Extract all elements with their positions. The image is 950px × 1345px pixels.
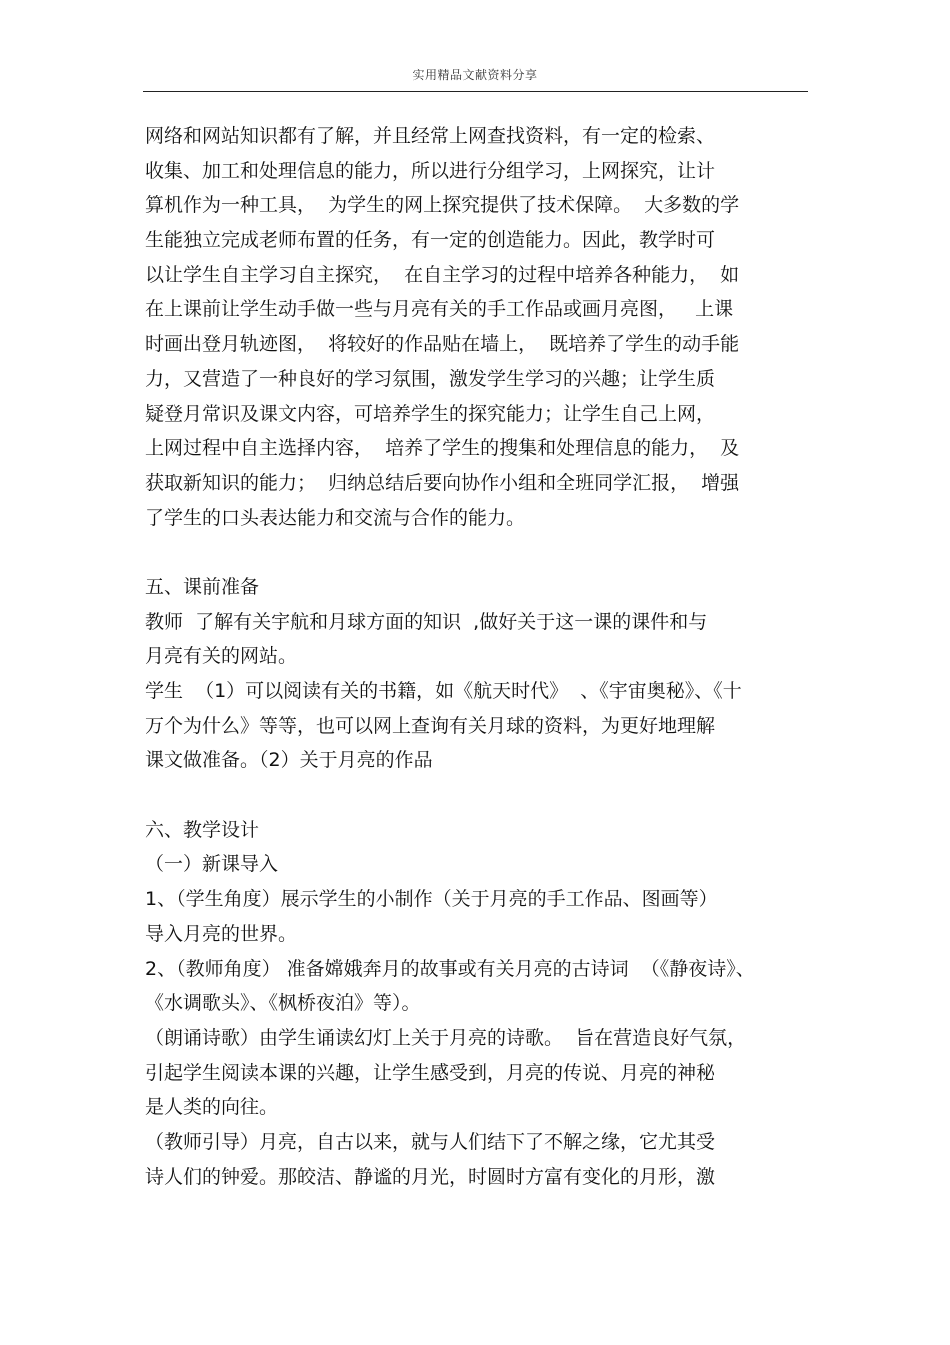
text-line: 网络和网站知识都有了解，并且经常上网查找资料，有一定的检索、 [145,125,716,147]
text-line: 引起学生阅读本课的兴趣，让学生感受到，月亮的传说、月亮的神秘 [145,1061,716,1084]
text-line: 教师 了解有关宇航和月球方面的知识 ,做好关于这一课的课件和与 [145,610,708,633]
text-line: 力，又营造了一种良好的学习氛围，激发学生学习的兴趣；让学生质 [145,367,716,390]
text-line: 《水调歌头》、《枫桥夜泊》等）。 [145,992,421,1015]
text-line: 上网过程中自主选择内容， 培养了学生的搜集和处理信息的能力， 及 [145,437,740,460]
text-line: 时画出登月轨迹图， 将较好的作品贴在墙上， 既培养了学生的动手能 [145,333,740,356]
text-line: 1、（学生角度）展示学生的小制作（关于月亮的手工作品、图画等） [145,888,718,911]
text-line: 生能独立完成老师布置的任务，有一定的创造能力。因此，教学时可 [145,229,716,252]
document-body [145,119,815,1194]
header-divider [143,91,808,92]
text-line: 获取新知识的能力； 归纳总结后要向协作小组和全班同学汇报， 增强 [145,471,740,494]
text-line: （教师引导）月亮，自古以来，就与人们结下了不解之缘，它尤其受 [145,1130,716,1153]
text-line: 万个为什么》等等，也可以网上查询有关月球的资料，为更好地理解 [145,714,716,737]
text-line: 是人类的向往。 [145,1096,279,1119]
text-line: 2、（教师角度） 准备嫦娥奔月的故事或有关月亮的古诗词 （《静夜诗》、 [145,957,755,980]
text-line: 课文做准备。（2）关于月亮的作品 [145,749,433,772]
text-line: （朗诵诗歌）由学生诵读幻灯上关于月亮的诗歌。 旨在营造良好气氛， [145,1026,747,1049]
text-line: 导入月亮的世界。 [145,922,298,945]
subsection-heading: （一）新课导入 [145,853,279,876]
text-line: 学生 （1）可以阅读有关的书籍，如《航天时代》 、《宇宙奥秘》、《十 [145,680,742,702]
text-line: 算机作为一种工具， 为学生的网上探究提供了技术保障。 大多数的学 [145,194,740,217]
text-line: 收集、加工和处理信息的能力，所以进行分组学习，上网探究，让计 [145,159,716,182]
page-header: 实用精品文献资料分享 [412,68,538,82]
section-heading: 六、教学设计 [145,818,260,841]
text-line: 以让学生自主学习自主探究， 在自主学习的过程中培养各种能力， 如 [145,263,740,286]
text-line: 诗人们的钟爱。那皎洁、静谧的月光，时圆时方富有变化的月形，激 [145,1165,716,1188]
blank-line [145,778,815,813]
text-line: 了学生的口头表达能力和交流与合作的能力。 [145,506,526,529]
text-line: 在上课前让学生动手做一些与月亮有关的手工作品或画月亮图， 上课 [145,298,734,321]
section-heading: 五、课前准备 [145,575,260,598]
blank-line [145,535,815,570]
text-line: 疑登月常识及课文内容，可培养学生的探究能力；让学生自己上网， [145,402,716,425]
text-line: 月亮有关的网站。 [145,645,298,668]
